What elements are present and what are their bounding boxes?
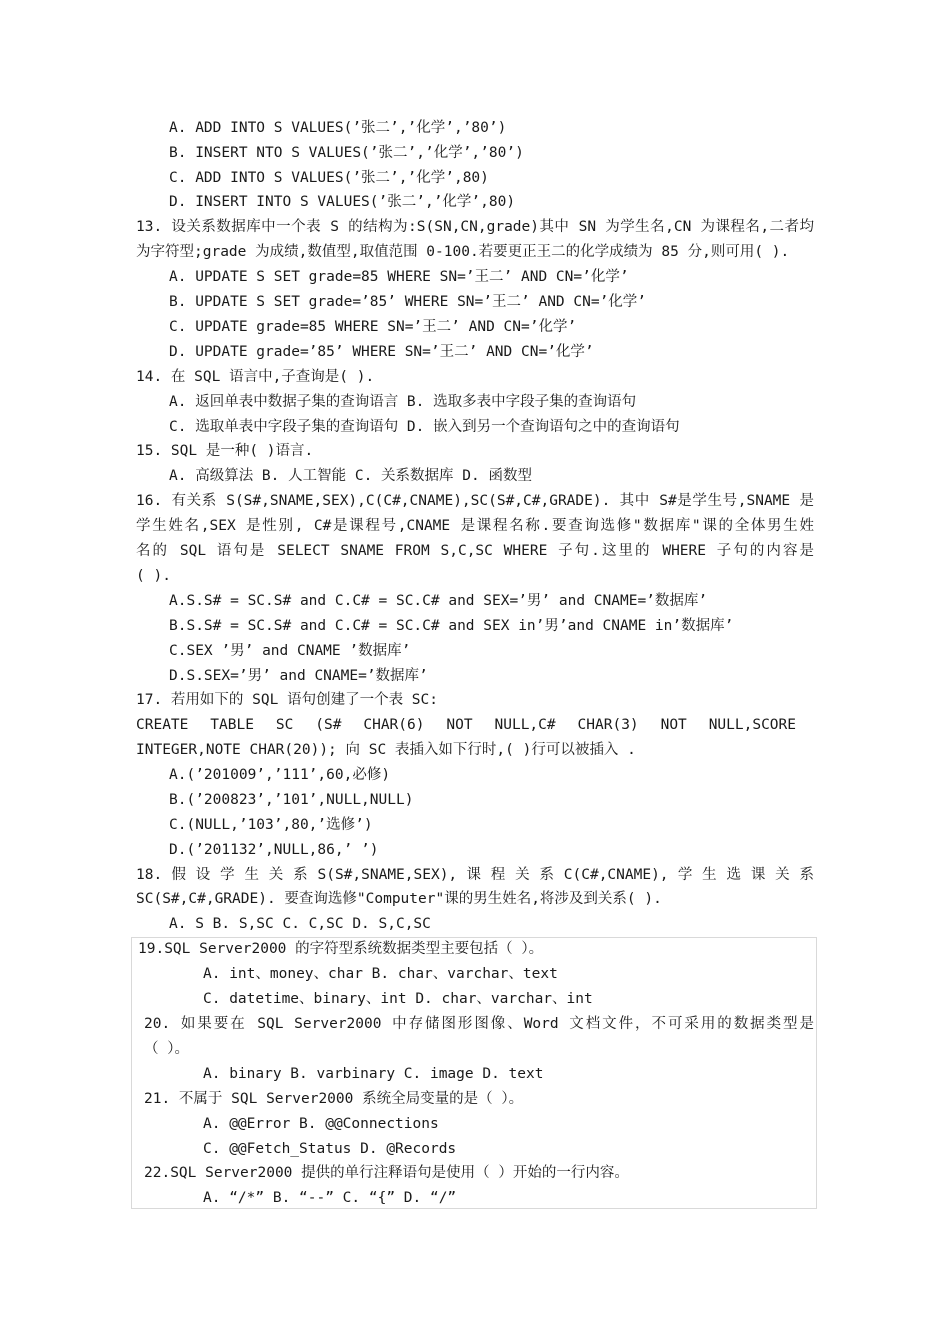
q19-stem: 19.SQL Server2000 的字符型系统数据类型主要包括（ ）。: [138, 941, 544, 957]
q13-option-b: B. UPDATE S SET grade=’85’ WHERE SN=’王二’ AND CN=’化学’: [169, 294, 647, 310]
q17-option-c: C.(NULL,’103’,80,’选修’): [169, 817, 373, 833]
q18-stem-line2: SC(S#,C#,GRADE). 要查询选修"Computer"课的男生姓名,将涉及到关系( ).: [136, 891, 662, 907]
q21-options-ab: A. @@Error B. @@Connections: [203, 1116, 439, 1132]
q13-option-d: D. UPDATE grade=’85’ WHERE SN=’王二’ AND CN=’化学’: [169, 344, 594, 360]
q18-options: A. S B. S,SC C. C,SC D. S,C,SC: [169, 916, 431, 932]
q13-stem-line1: 13. 设关系数据库中一个表 S 的结构为:S(SN,CN,grade)其中 SN 为学生名,CN 为课程名,二者均: [136, 219, 814, 235]
q16-stem-line1: 16. 有关系 S(S#,SNAME,SEX),C(C#,CNAME),SC(S#,C#,GRADE). 其中 S#是学生号,SNAME 是: [136, 493, 814, 509]
q19-options-ab: A. int、money、char B. char、varchar、text: [203, 966, 558, 982]
q19-options-cd: C. datetime、binary、int D. char、varchar、int: [203, 991, 593, 1007]
q12-option-d: D. INSERT INTO S VALUES(’张二’,’化学’,80): [169, 194, 516, 210]
q16-option-b: B.S.S# = SC.S# and C.C# = SC.C# and SEX in’男’and CNAME in’数据库’: [169, 618, 734, 634]
q21-stem: 21. 不属于 SQL Server2000 系统全局变量的是（ ）。: [144, 1091, 524, 1107]
q21-options-cd: C. @@Fetch_Status D. @Records: [203, 1141, 457, 1157]
q20-stem-line1: 20. 如果要在 SQL Server2000 中存储图形图像、Word 文档文件，不可采用的数据类型是: [144, 1016, 814, 1032]
q22-stem: 22.SQL Server2000 提供的单行注释语句是使用（ ）开始的一行内容。: [144, 1165, 629, 1181]
q16-stem-line3: 名的 SQL 语句是 SELECT SNAME FROM S,C,SC WHERE 子句.这里的 WHERE 子句的内容是: [136, 543, 814, 559]
q16-stem-line2: 学生姓名,SEX 是性别, C#是课程号,CNAME 是课程名称.要查询选修"数据库"课的全体男生姓: [136, 518, 814, 534]
q16-option-d: D.S.SEX=’男’ and CNAME=’数据库’: [169, 668, 428, 684]
q20-options: A. binary B. varbinary C. image D. text: [203, 1066, 544, 1082]
q16-option-a: A.S.S# = SC.S# and C.C# = SC.C# and SEX=’男’ and CNAME=’数据库’: [169, 593, 708, 609]
q16-stem-line4: ( ).: [136, 568, 171, 584]
q22-options: A. “/*” B. “--” C. “{” D. “/”: [203, 1190, 457, 1206]
q17-option-b: B.(’200823’,’101’,NULL,NULL): [169, 792, 414, 808]
q12-option-a: A. ADD INTO S VALUES(’张二’,’化学’,’80’): [169, 120, 507, 136]
q15-stem: 15. SQL 是一种( )语言.: [136, 443, 314, 459]
q18-stem-line1: 18. 假 设 学 生 关 系 S(S#,SNAME,SEX), 课 程 关 系 C(C#,CNAME), 学 生 选 课 关 系: [136, 867, 814, 883]
q20-stem-line2: （ ）。: [144, 1041, 189, 1057]
q12-option-b: B. INSERT NTO S VALUES(’张二’,’化学’,’80’): [169, 145, 524, 161]
q13-option-c: C. UPDATE grade=85 WHERE SN=’王二’ AND CN=’化学’: [169, 319, 577, 335]
q14-stem: 14. 在 SQL 语言中,子查询是( ).: [136, 369, 375, 385]
q17-sql-line1: CREATE TABLE SC (S# CHAR(6) NOT NULL,C# CHAR(3) NOT NULL,SCORE: [136, 717, 796, 733]
q17-sql-line2: INTEGER,NOTE CHAR(20)); 向 SC 表插入如下行时,( )行可以被插入 .: [136, 742, 636, 758]
q12-option-c: C. ADD INTO S VALUES(’张二’,’化学’,80): [169, 170, 489, 186]
q17-stem: 17. 若用如下的 SQL 语句创建了一个表 SC:: [136, 692, 438, 708]
q13-option-a: A. UPDATE S SET grade=85 WHERE SN=’王二’ AND CN=’化学’: [169, 269, 629, 285]
q15-options: A. 高级算法 B. 人工智能 C. 关系数据库 D. 函数型: [169, 468, 532, 484]
q14-options-ab: A. 返回单表中数据子集的查询语言 B. 选取多表中字段子集的查询语句: [169, 394, 637, 410]
q13-stem-line2: 为字符型;grade 为成绩,数值型,取值范围 0-100.若要更正王二的化学成绩为 85 分,则可用( ).: [136, 244, 790, 260]
q16-option-c: C.SEX ’男’ and CNAME ’数据库’: [169, 643, 411, 659]
q17-option-a: A.(’201009’,’111’,60,必修): [169, 767, 391, 783]
q17-option-d: D.(’201132’,NULL,86,’ ’): [169, 842, 379, 858]
q14-options-cd: C. 选取单表中字段子集的查询语句 D. 嵌入到另一个查询语句之中的查询语句: [169, 419, 680, 435]
